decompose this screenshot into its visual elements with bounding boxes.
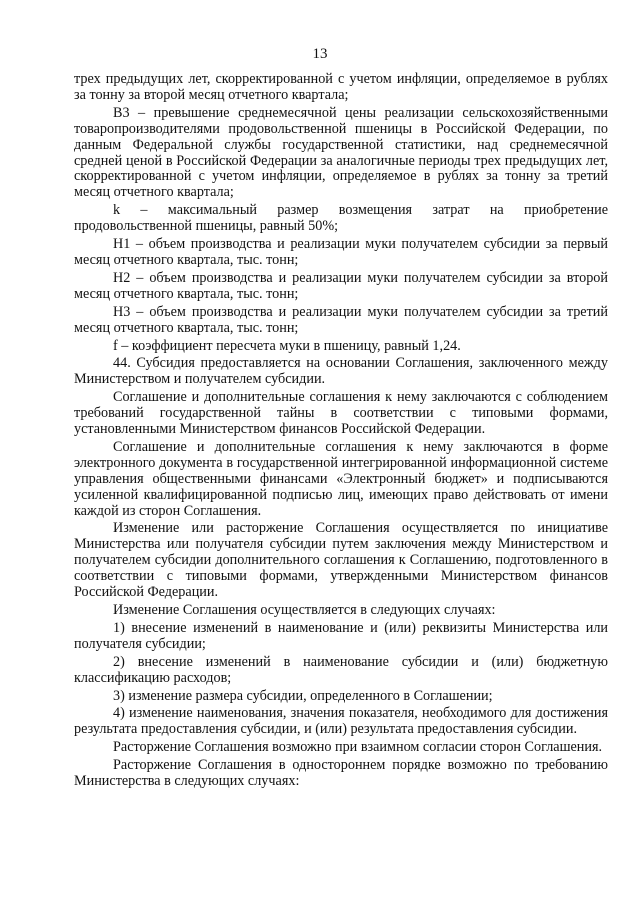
document-body: [74, 72, 608, 792]
paragraph: Соглашение и дополнительные соглашения к нему заключаются в форме электронного документа в государственной интегрированной информационной системе управления общественными финансами «Электронный бюджет» и подписываются усиленной квалифицированной подписью лиц, имеющих право действовать от имени каждой из сторон Соглашения.: [74, 438, 608, 519]
paragraph: Расторжение Соглашения возможно при взаимном согласии сторон Соглашения.: [113, 739, 603, 756]
paragraph: Изменение или расторжение Соглашения осуществляется по инициативе Министерства или получателя субсидии путем заключения между Министерством и получателем субсидии дополнительного соглашения к Соглашению, подготовленного в соответствии с типовыми формами, утвержденными Министерством финансов Российской Федерации.: [74, 520, 608, 601]
paragraph: Расторжение Соглашения в одностороннем порядке возможно по требованию Министерства в следующих случаях:: [74, 757, 608, 790]
paragraph: Н1 – объем производства и реализации муки получателем субсидии за первый месяц отчетного квартала, тыс. тонн;: [74, 236, 608, 268]
paragraph: 44. Субсидия предоставляется на основании Соглашения, заключенного между Министерством и получателем субсидии.: [74, 355, 608, 388]
paragraph: Н2 – объем производства и реализации муки получателем субсидии за второй месяц отчетного квартала, тыс. тонн;: [74, 269, 608, 302]
paragraph: 3) изменение размера субсидии, определенного в Соглашении;: [113, 687, 493, 704]
paragraph: 1) внесение изменений в наименование и (или) реквизиты Министерства или получателя субсидии;: [74, 619, 608, 652]
paragraph: Изменение Соглашения осуществляется в следующих случаях:: [113, 602, 496, 618]
page-number: 13: [312, 46, 328, 62]
paragraph: 2) внесение изменений в наименование субсидии и (или) бюджетную классификацию расходов;: [74, 653, 608, 686]
paragraph: f – коэффициент пересчета муки в пшеницу, равный 1,24.: [113, 337, 461, 354]
paragraph: Соглашение и дополнительные соглашения к нему заключаются с соблюдением требований государственной тайны в соответствии с типовыми формами, установленными Министерством финансов Российской Федерации.: [74, 389, 608, 438]
paragraph: Н3 – объем производства и реализации муки получателем субсидии за третий месяц отчетного квартала, тыс. тонн;: [74, 303, 608, 336]
paragraph: 4) изменение наименования, значения показателя, необходимого для достижения результата предоставления субсидии, и (или) результата предоставления субсидии.: [74, 705, 608, 738]
paragraph: трех предыдущих лет, скорректированной с учетом инфляции, определяемое в рублях за тонну за второй месяц отчетного квартала;: [74, 71, 608, 103]
paragraph: k – максимальный размер возмещения затрат на приобретение продовольственной пшеницы, равный 50%;: [74, 202, 608, 235]
paragraph: В3 – превышение среднемесячной цены реализации сельскохозяйственными товаропроизводителями продовольственной пшеницы в Российской Федерации, по данным Федеральной службы государственной статистики, над среднемесячной средней ценой в Российской Федерации за аналогичные периоды трех предыдущих лет, скорректированной с учетом инфляции, определяемое в рублях за тонну за третий месяц отчетного квартала;: [74, 104, 608, 201]
